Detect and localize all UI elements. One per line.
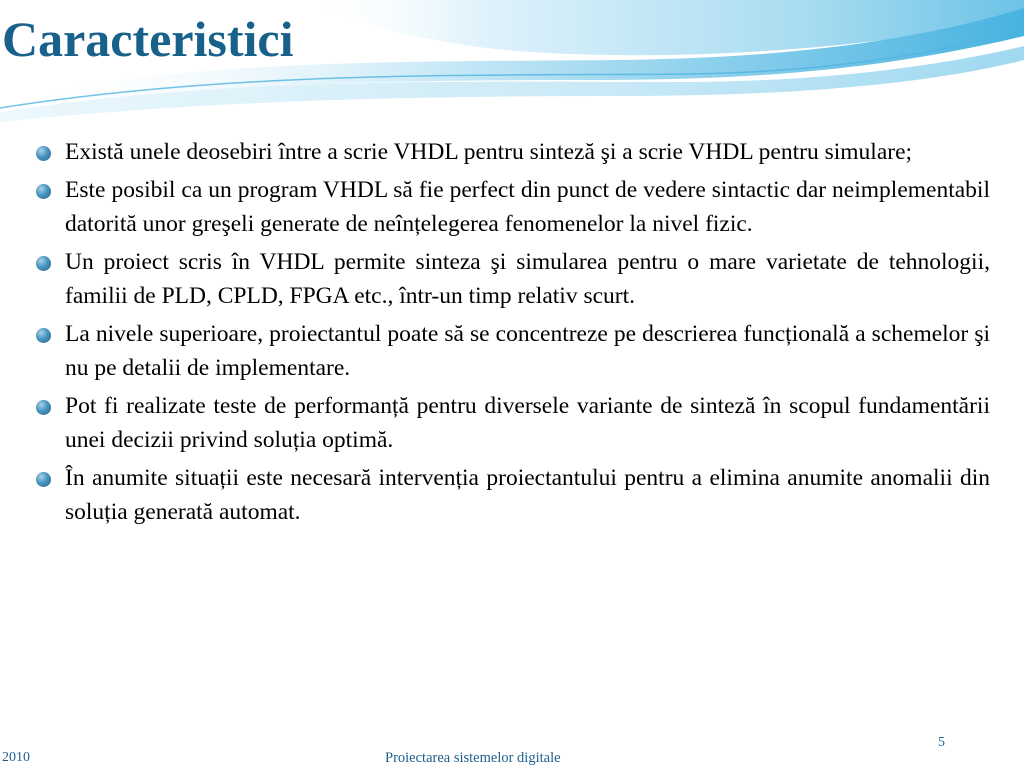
page-number: 5 (938, 735, 945, 750)
bullet-text: Este posibil ca un program VHDL să fie perfect din punct de vedere sintactic dar neimplementabil datorită unor greşeli generate de neînțelegerea fenomenelor la nivel fizic. (65, 177, 990, 237)
bullet-sphere-icon (36, 184, 51, 199)
bullet-item (36, 173, 990, 241)
bullet-text: În anumite situații este necesară intervenția proiectantului pentru a elimina anumite anomalii din soluția generată automat. (65, 465, 990, 525)
bullet-sphere-icon (36, 328, 51, 343)
slide-title: Caracteristici (2, 11, 294, 67)
bullet-text: Un proiect scris în VHDL permite sinteza şi simularea pentru o mare varietate de tehnologii, familii de PLD, CPLD, FPGA etc., într-un timp relativ scurt. (65, 249, 990, 309)
bullet-sphere-icon (36, 400, 51, 415)
bullet-sphere-icon (36, 472, 51, 487)
bullet-item (36, 389, 990, 457)
footer-course-title: Proiectarea sistemelor digitale (385, 750, 561, 766)
bullet-text: Există unele deosebiri între a scrie VHDL pentru sinteză şi a scrie VHDL pentru simulare; (65, 139, 913, 165)
bullet-text: La nivele superioare, proiectantul poate să se concentreze pe descrierea funcțională a schemelor şi nu pe detalii de implementare. (65, 321, 990, 381)
footer-year: 2010 (2, 750, 30, 765)
bullet-sphere-icon (36, 146, 51, 161)
bullet-list (36, 135, 990, 533)
bullet-item (36, 461, 990, 529)
bullet-item (36, 245, 990, 313)
bullet-item (36, 317, 990, 385)
bullet-text: Pot fi realizate teste de performanță pentru diversele variante de sinteză în scopul fundamentării unei decizii privind soluția optimă. (65, 393, 990, 453)
bullet-sphere-icon (36, 256, 51, 271)
bullet-item (36, 135, 990, 169)
